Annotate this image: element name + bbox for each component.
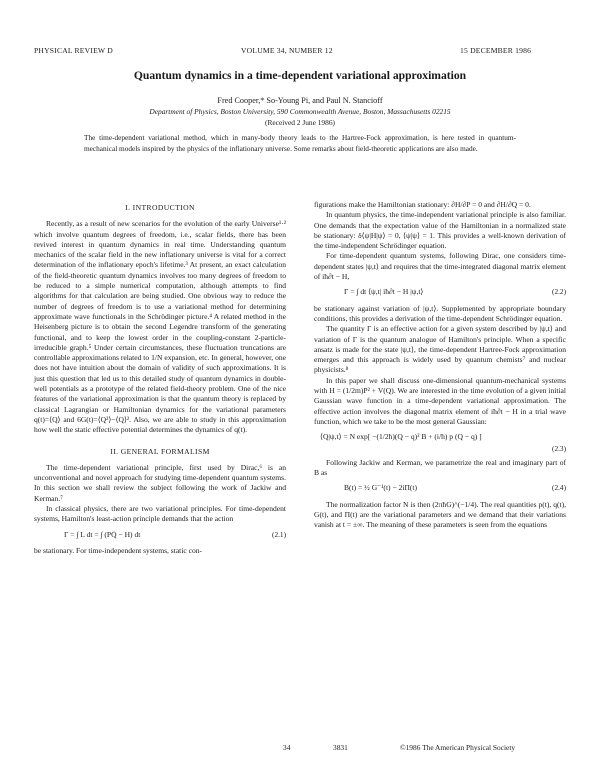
right-column bbox=[314, 200, 566, 531]
equation-2-3 bbox=[314, 432, 566, 442]
paragraph: In this paper we shall discuss one-dimensional quantum-mechanical systems with H = (1/2m)P² + V(Q). We are interested in the time evolution of a given initial Gaussian wave function in a time-dependent variational approximation. The effective action involves the diagonal matrix element of iħ∂t − H in a trial wave function, which we take to be the most general Gaussian: bbox=[314, 375, 566, 426]
paragraph: The quantity Γ is an effective action for a given system described by |ψ,t⟩ and variation of Γ is the quantum analogue of Hamilton's principle. When a specific ansatz is made for the state |ψ,t⟩, the time-dependent Hartree-Fock approximation emerges and this approach is widely used by quantum chemists⁷ and nuclear physicists.⁸ bbox=[314, 324, 566, 375]
page-number: 3831 bbox=[333, 743, 348, 752]
paragraph: Recently, as a result of new scenarios for the evolution of the early Universe¹·² which involve quantum degrees of freedom, i.e., scalar fields, there has been revived interest in quantum dynamics in real time. Understanding quantum mechanics of the scalar field in the new inflationary universe is vital for a correct determination of the inflationary epoch's lifetime.³ At present, an exact calculation of the field-theoretic quantum dynamics involves too many degrees of freedom to be reduced to a simple numerical computation, although attempts to find algorithms for that calculation are being studied. One obvious way to reduce the number of degrees of freedom is to use a variational method for determining approximate wave functionals in the Schrödinger picture.⁴ A related method in the Heisenberg picture is to obtain the second Legendre transform of the generating functional, and to keep the lowest order in the coupling-constant 2-particle-irreducible graph.⁵ Under certain circumstances, these fluctuation truncations are controllable approximations related to 1/N expansion, etc. In general, however, one does not have intuition about the domain of validity of such approximations. It is just this question that led us to this detailed study of quantum dynamics in double-well potentials as a prototype of the related field-theory problem. One of the nice features of the variational approximation is that the quantum theory is replaced by classical Lagrangian or Hamiltonian dynamics for the variational parameters q(t)=⟨Q⟩ and 6G(t)=⟨Q²⟩−⟨Q⟩². Also, we are able to study in this approximation how well the static effective potential determines the dynamics of q(t). bbox=[34, 219, 286, 435]
equation-body: ⟨Q|ψ,t⟩ = N exp[ −(1/2ħ)(Q − q)² B + (i/ħ) p (Q − q) ] bbox=[320, 432, 482, 442]
journal-name: PHYSICAL REVIEW D bbox=[34, 46, 113, 55]
issue-date: 15 DECEMBER 1986 bbox=[460, 46, 532, 55]
equation-body: B(t) = ½ G⁻¹(t) − 2iΠ(t) bbox=[344, 483, 418, 493]
abstract: The time-dependent variational method, which in many-body theory leads to the Hartree-Fock approximation, is here tested in quantum-mechanical models inspired by the physics of the inflationary universe. Some remarks about field-theoretic applications are also made. bbox=[84, 133, 516, 153]
paragraph: be stationary against variation of |ψ,t⟩. Supplemented by appropriate boundary conditions, this provides a derivation of the time-dependent Schrödinger equation. bbox=[314, 303, 566, 323]
equation-number: (2.2) bbox=[552, 287, 566, 297]
volume-number: VOLUME 34, NUMBER 12 bbox=[241, 46, 333, 55]
paragraph: For time-dependent quantum systems, following Dirac, one considers time-dependent states |ψ,t⟩ and requires that the time-integrated diagonal matrix element of iħ∂t − H, bbox=[314, 251, 566, 282]
paragraph: be stationary. For time-independent systems, static con- bbox=[34, 545, 203, 555]
paragraph: The normalization factor N is then (2πħG)^(−1/4). The real quantities p(t), q(t), G(t), and Π(t) are the variational parameters and we demand that their variations vanish at t = ±∞. The meaning of these parameters is seen from the equations bbox=[314, 499, 566, 530]
equation-number: (2.1) bbox=[272, 529, 286, 539]
received-date: (Received 2 June 1986) bbox=[265, 118, 335, 127]
authors: Fred Cooper,* So-Young Pi, and Paul N. Stancioff bbox=[217, 96, 383, 105]
paper-title: Quantum dynamics in a time-dependent variational approximation bbox=[133, 69, 467, 82]
paragraph: figurations make the Hamiltonian stationary: ∂H/∂P = 0 and ∂H/∂Q = 0. bbox=[314, 200, 531, 209]
paragraph: In classical physics, there are two variational principles. For time-dependent systems, Hamilton's least-action principle demands that the action bbox=[34, 504, 286, 524]
equation-2-1 bbox=[34, 530, 286, 540]
volume-footer: 34 bbox=[283, 743, 291, 752]
equation-body: Γ = ∫ L dt = ∫ (PQ̇ − H) dt bbox=[64, 529, 141, 539]
equation-2-4 bbox=[314, 483, 566, 493]
affiliation: Department of Physics, Boston University, 590 Commonwealth Avenue, Boston, Massachusetts 02215 bbox=[149, 107, 451, 116]
equation-body: Γ = ∫ dt ⟨ψ,t| iħ∂t − H |ψ,t⟩ bbox=[344, 287, 424, 297]
paragraph: In quantum physics, the time-independent variational principle is also familiar. One demands that the expectation value of the Hamiltonian in a normalized state be stationary: δ⟨ψ|H|ψ⟩ = 0, ⟨ψ|ψ⟩ = 1. This provides a well-known derivation of the time-independent Schrödinger equation. bbox=[314, 210, 566, 251]
equation-number: (2.3) bbox=[552, 443, 566, 453]
copyright: ©1986 The American Physical Society bbox=[400, 743, 516, 752]
equation-2-2 bbox=[314, 287, 566, 297]
section-heading-formalism: II. GENERAL FORMALISM bbox=[110, 446, 210, 456]
left-column bbox=[34, 200, 286, 556]
section-heading-introduction: I. INTRODUCTION bbox=[125, 203, 195, 212]
equation-number: (2.4) bbox=[552, 483, 566, 493]
paragraph: The time-dependent variational principle, first used by Dirac,⁶ is an unconventional and novel approach for studying time-dependent quantum systems. In this section we shall review the subject following the work of Jackiw and Kerman.⁷ bbox=[34, 462, 286, 503]
paragraph: Following Jackiw and Kerman, we parametrize the real and imaginary part of B as bbox=[314, 457, 566, 478]
